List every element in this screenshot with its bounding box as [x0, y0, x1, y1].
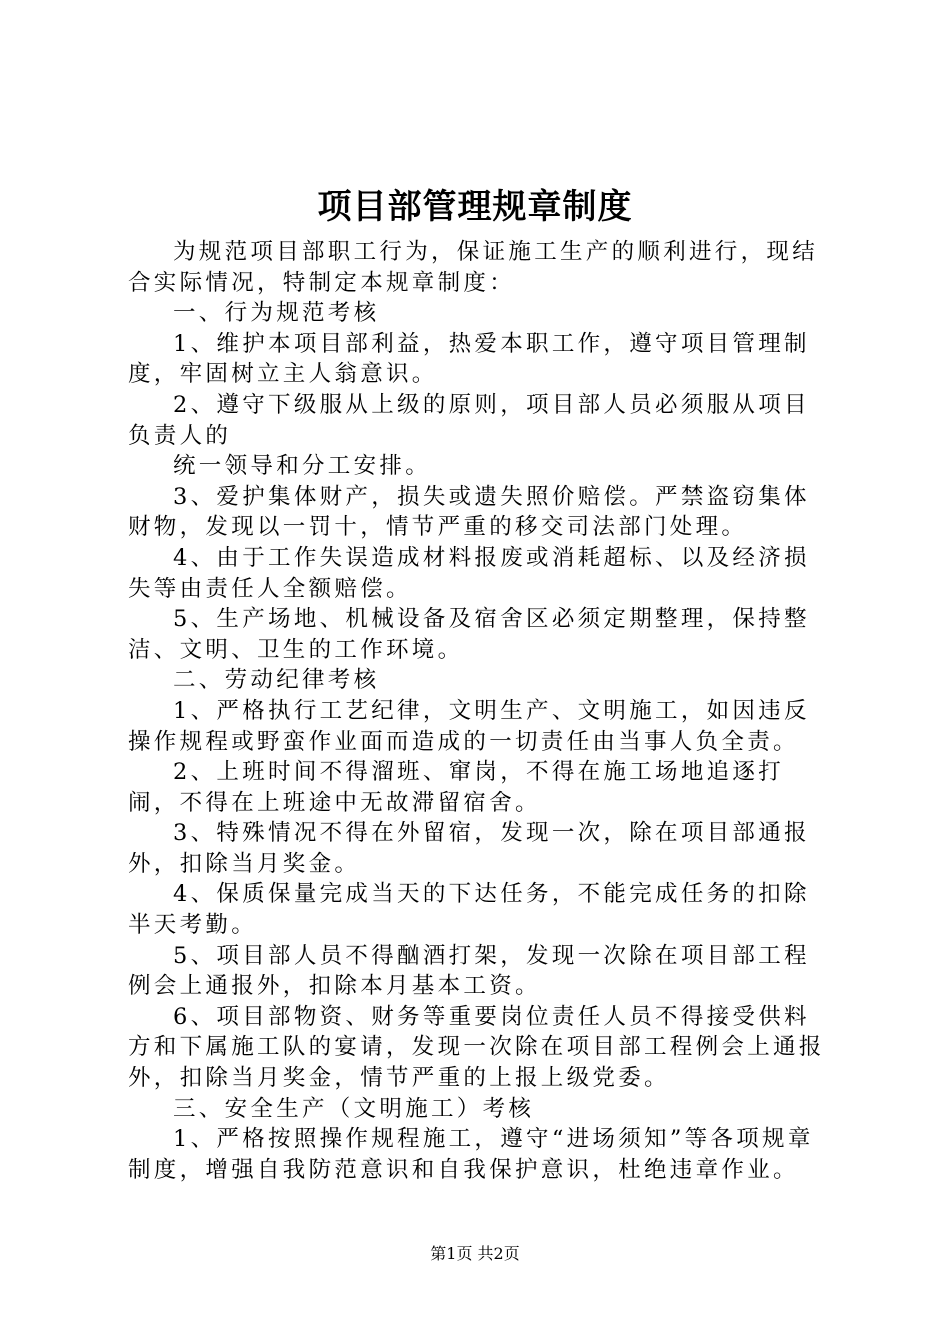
paragraph: 3、特殊情况不得在外留宿，发现一次，除在项目部通报外，扣除当月奖金。: [128, 820, 810, 877]
section-heading: 二、劳动纪律考核: [173, 667, 380, 694]
paragraph: 4、保质保量完成当天的下达任务，不能完成任务的扣除半天考勤。: [128, 881, 810, 939]
paragraph: 2、遵守下级服从上级的原则，项目部人员必须服从项目负责人的: [128, 391, 810, 449]
document-title: 项目部管理规章制度: [317, 187, 633, 227]
paragraph: 1、维护本项目部利益，热爱本职工作，遵守项目管理制度，牢固树立主人翁意识。: [128, 330, 810, 388]
paragraph: 1、严格按照操作规程施工，遵守“进场须知”等各项规章制度，增强自我防范意识和自我保护意识，杜绝违章作业。: [128, 1126, 814, 1183]
section-heading: 三、安全生产（文明施工）考核: [173, 1095, 535, 1122]
paragraph: 1、严格执行工艺纪律，文明生产、文明施工，如因违反操作规程或野蛮作业面而造成的一切责任由当事人负全责。: [128, 697, 810, 755]
paragraph: 3、爱护集体财产，损失或遗失照价赔偿。严禁盗窃集体财物，发现以一罚十，情节严重的移交司法部门处理。: [128, 483, 810, 541]
page-footer: 第1页 共2页: [430, 1244, 520, 1263]
paragraph: 4、由于工作失误造成材料报废或消耗超标、以及经济损失等由责任人全额赔偿。: [128, 544, 810, 602]
paragraph: 为规范项目部职工行为，保证施工生产的顺利进行，现结合实际情况，特制定本规章制度：: [128, 239, 819, 296]
paragraph: 5、项目部人员不得酗酒打架，发现一次除在项目部工程例会上通报外，扣除本月基本工资。: [128, 942, 810, 1000]
paragraph: 2、上班时间不得溜班、窜岗，不得在施工场地追逐打闹，不得在上班途中无故滞留宿舍。: [128, 759, 785, 816]
paragraph: 5、生产场地、机械设备及宿舍区必须定期整理，保持整洁、文明、卫生的工作环境。: [128, 606, 810, 663]
paragraph: 6、项目部物资、财务等重要岗位责任人员不得接受供料方和下属施工队的宴请，发现一次除在项目部工程例会上通报外，扣除当月奖金，情节严重的上报上级党委。: [128, 1003, 825, 1092]
document-body: [128, 237, 834, 1185]
paragraph: 统一领导和分工安排。: [173, 453, 432, 480]
section-heading: 一、行为规范考核: [173, 300, 380, 327]
